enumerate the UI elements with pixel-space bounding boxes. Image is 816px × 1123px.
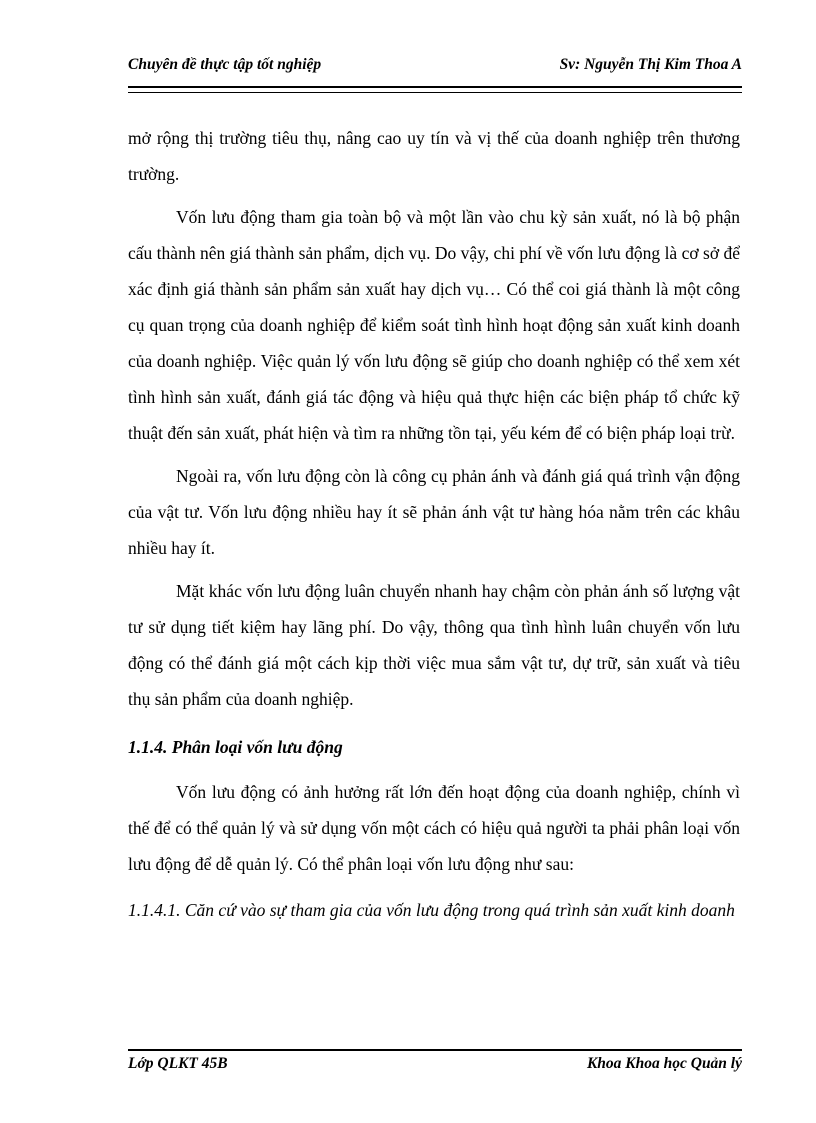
header-student-name: Sv: Nguyễn Thị Kim Thoa A bbox=[559, 56, 742, 73]
body-paragraph: Ngoài ra, vốn lưu động còn là công cụ phản ánh và đánh giá quá trình vận động của vật tư. Vốn lưu động nhiều hay ít sẽ phản ánh vật tư hàng hóa nằm trên các khâu nhiều hay ít. bbox=[128, 466, 740, 558]
footer-faculty-label: Khoa Khoa học Quản lý bbox=[586, 1055, 742, 1072]
footer-rule bbox=[128, 1049, 742, 1051]
header-report-title: Chuyên đề thực tập tốt nghiệp bbox=[128, 56, 322, 73]
document-body bbox=[128, 120, 740, 928]
header-double-rule bbox=[128, 86, 742, 93]
section-heading: 1.1.4. Phân loại vốn lưu động bbox=[128, 737, 343, 757]
body-paragraph-continuation: mở rộng thị trường tiêu thụ, nâng cao uy tín và vị thế của doanh nghiệp trên thương trường. bbox=[128, 128, 740, 184]
body-paragraph: Vốn lưu động tham gia toàn bộ và một lần vào chu kỳ sản xuất, nó là bộ phận cấu thành nên giá thành sản phẩm, dịch vụ. Do vậy, chi phí về vốn lưu động là cơ sở để xác định giá thành sản phẩm sản xuất hay dịch vụ… Có thể coi giá thành là một công cụ quan trọng của doanh nghiệp để kiểm soát tình hình hoạt động sản xuất kinh doanh của doanh nghiệp. Việc quản lý vốn lưu động sẽ giúp cho doanh nghiệp có thể xem xét tình hình sản xuất, đánh giá tác động và hiệu quả thực hiện các biện pháp tổ chức kỹ thuật đến sản xuất, phát hiện và tìm ra những tồn tại, yếu kém để có biện pháp loại trừ. bbox=[128, 207, 740, 443]
page-footer bbox=[128, 1055, 742, 1073]
page-header bbox=[128, 56, 742, 79]
body-paragraph: Mặt khác vốn lưu động luân chuyển nhanh hay chậm còn phản ánh số lượng vật tư sử dụng tiết kiệm hay lãng phí. Do vậy, thông qua tình hình luân chuyển vốn lưu động có thể đánh giá một cách kịp thời việc mua sắm vật tư, dự trữ, sản xuất và tiêu thụ sản phẩm của doanh nghiệp. bbox=[128, 581, 740, 709]
subsection-heading: 1.1.4.1. Căn cứ vào sự tham gia của vốn lưu động trong quá trình sản xuất kinh doanh bbox=[128, 900, 735, 920]
footer-class-label: Lớp QLKT 45B bbox=[128, 1055, 228, 1072]
body-paragraph: Vốn lưu động có ảnh hưởng rất lớn đến hoạt động của doanh nghiệp, chính vì thế để có thể quản lý và sử dụng vốn một cách có hiệu quả người ta phải phân loại vốn lưu động để dễ quản lý. Có thể phân loại vốn lưu động như sau: bbox=[128, 782, 740, 874]
